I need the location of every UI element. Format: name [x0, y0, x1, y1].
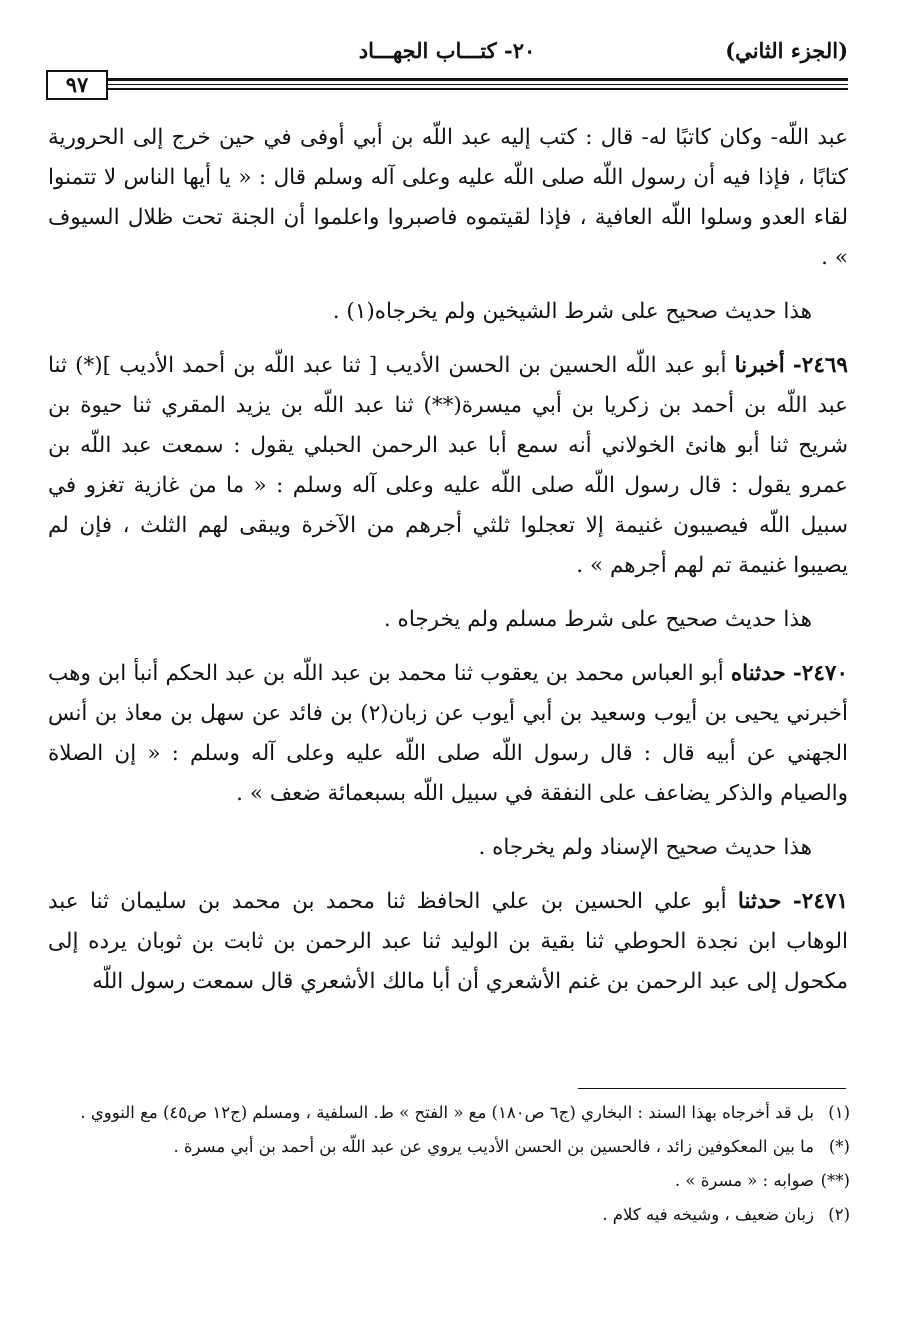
- paragraph-text: عبد اللّه- وكان كاتبًا له- قال : كتب إليه عبد اللّه بن أبي أوفى في حين خرج إلى الحرورية كتابًا ، فإذا فيه أن رسول اللّه صلى اللّه عليه وعلى آله وسلم قال : « يا أيها الناس لا تتمنوا لقاء العدو وسلوا اللّه العافية ، فإذا لقيتموه فاصبروا واعلموا أن الجنة تحت ظلال السيوف » .: [48, 125, 848, 270]
- paragraph-text: هذا حديث صحيح على شرط مسلم ولم يخرجاه .: [383, 607, 812, 632]
- footnote-mark: (**): [820, 1171, 850, 1190]
- rule-line-thin: [108, 84, 848, 85]
- paragraph: [48, 118, 848, 278]
- hadith-number: ٢٤٦٩-: [792, 353, 848, 378]
- paragraph-text: هذا حديث صحيح الإسناد ولم يخرجاه .: [478, 835, 812, 860]
- main-text: [48, 118, 848, 1016]
- footnote: [48, 1098, 850, 1128]
- hadith-lead: حدثنا: [737, 889, 782, 914]
- footnote: [48, 1166, 850, 1196]
- footnote-mark: (*): [828, 1137, 850, 1156]
- paragraph: [48, 828, 848, 868]
- chapter-title: ٢٠- كتـــاب الجهـــاد: [358, 38, 536, 63]
- footnote: [48, 1200, 850, 1230]
- page-number: ٩٧: [46, 70, 108, 100]
- rule-line-medium: [108, 88, 848, 90]
- rule-line-thick: [108, 78, 848, 81]
- paragraph: [48, 600, 848, 640]
- footnote-text: صوابه : « مسرة » .: [674, 1171, 814, 1190]
- volume-label: (الجزء الثاني): [725, 38, 848, 63]
- hadith-lead: أخبرنا: [734, 353, 785, 378]
- footnote-separator: [578, 1088, 846, 1089]
- footnote-mark: (١): [828, 1103, 850, 1122]
- footnote-text: ما بين المعكوفين زائد ، فالحسين بن الحسن الأديب يروي عن عبد اللّه بن أحمد بن أبي مسرة .: [173, 1137, 814, 1156]
- footnote-mark: (٢): [828, 1205, 850, 1224]
- page-header: [46, 38, 848, 62]
- footnotes: [48, 1098, 850, 1234]
- paragraph-text: هذا حديث صحيح على شرط الشيخين ولم يخرجاه(١) .: [332, 299, 812, 324]
- paragraph-text: أبو علي الحسين بن علي الحافظ ثنا محمد بن محمد بن سليمان ثنا عبد الوهاب ابن نجدة الحوطي ثنا بقية بن الوليد ثنا عبد الرحمن بن ثابت بن ثوبان يرده إلى مكحول إلى عبد الرحمن بن غنم الأشعري أن أبا مالك الأشعري قال سمعت رسول اللّه: [48, 889, 848, 994]
- hadith-paragraph: [48, 346, 848, 586]
- hadith-number: ٢٤٧١-: [792, 889, 848, 914]
- paragraph-text: أبو عبد اللّه الحسين بن الحسن الأديب [ ثنا عبد اللّه بن أحمد الأديب ](*) ثنا عبد اللّه بن أحمد بن زكريا بن أبي ميسرة(**) ثنا عبد اللّه بن يزيد المقري ثنا حيوة بن شريح ثنا أبو هانئ الخولاني أنه سمع أبا عبد الرحمن الحبلي يقول : سمعت عبد اللّه بن عمرو يقول : قال رسول اللّه صلى اللّه عليه وعلى آله وسلم : « ما من غازية تغزو في سبيل اللّه فيصيبون غنيمة إلا تعجلوا ثلثي أجرهم من الآخرة ويبقى لهم الثلث ، فإن لم يصيبوا غنيمة تم لهم أجرهم » .: [48, 353, 848, 578]
- footnote-text: زبان ضعيف ، وشيخه فيه كلام .: [602, 1205, 814, 1224]
- hadith-paragraph: [48, 882, 848, 1002]
- hadith-paragraph: [48, 654, 848, 814]
- paragraph-text: أبو العباس محمد بن يعقوب ثنا محمد بن عبد اللّه بن عبد الحكم أنبأ ابن وهب أخبرني يحيى بن أيوب وسعيد بن أبي أيوب عن زبان(٢) بن فائد عن سهل بن معاذ بن أنس الجهني عن أبيه قال : قال رسول اللّه صلى اللّه عليه وعلى آله وسلم : « إن الصلاة والصيام والذكر يضاعف على النفقة في سبيل اللّه بسبعمائة ضعف » .: [48, 661, 848, 806]
- hadith-lead: حدثناه: [730, 661, 786, 686]
- paragraph: [48, 292, 848, 332]
- header-rule: [46, 70, 848, 102]
- footnote: [48, 1132, 850, 1162]
- footnote-text: بل قد أخرجاه بهذا السند : البخاري (ج٦ ص١٨٠) مع « الفتح » ط. السلفية ، ومسلم (ج١٢ ص٤٥) مع النووي .: [80, 1103, 814, 1122]
- hadith-number: ٢٤٧٠-: [792, 661, 848, 686]
